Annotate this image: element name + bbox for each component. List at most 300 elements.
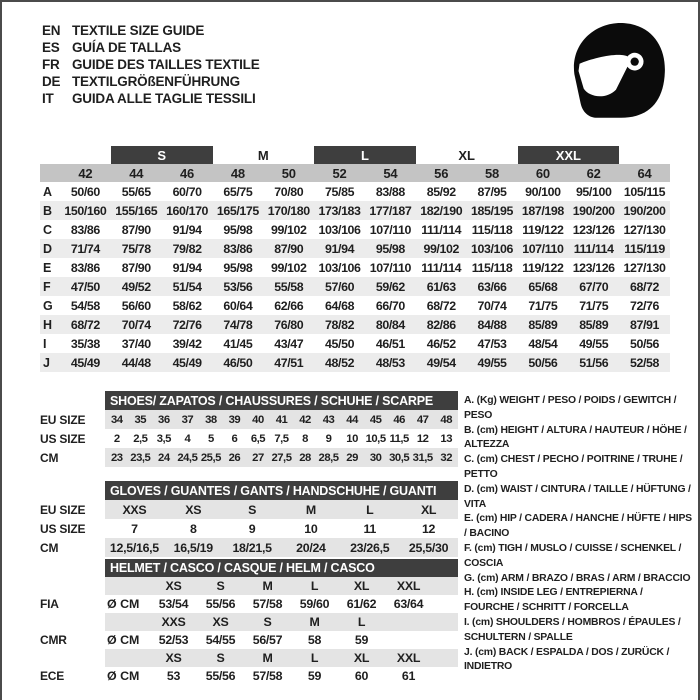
measurement-value: 99/102 [270, 222, 307, 237]
measurement-row [40, 182, 670, 201]
helmet-sizes-row [40, 649, 458, 667]
size-group-label: XL [458, 147, 475, 163]
measurement-value: 74/78 [223, 317, 253, 332]
shoe-eu-size: 44 [346, 413, 358, 426]
measurement-value: 67/70 [579, 279, 609, 294]
measurement-value: 63/66 [477, 279, 507, 294]
shoe-us-size: 10 [346, 432, 358, 445]
measurement-value: 47/51 [274, 355, 304, 370]
legend-item: D. (cm) WAIST / CINTURA / TAILLE / HÜFTUNG / VITA [464, 483, 691, 510]
helmet-size-label: XS [212, 615, 229, 629]
language-title-list [42, 22, 260, 107]
helmet-size-label: XXL [396, 579, 421, 593]
measurement-value: 83/86 [70, 260, 100, 275]
glove-us-size: 12 [421, 521, 436, 536]
measurement-cells [60, 182, 670, 201]
helmet-sizes-band [105, 577, 458, 595]
measurement-value: 43/47 [274, 336, 304, 351]
measurement-value: 47/53 [477, 336, 507, 351]
language-code: IT [42, 91, 54, 106]
measurement-value: 111/114 [573, 241, 614, 256]
gloves-us-row [40, 519, 458, 538]
size-number: 44 [129, 165, 144, 181]
shoe-eu-size: 43 [322, 413, 335, 426]
helmet-header-row [40, 559, 458, 577]
diameter-label: Ø CM [107, 597, 140, 611]
gloves-eu-row [40, 500, 458, 519]
legend-item: E. (cm) HIP / CADERA / HANCHE / HÜFTE / HIPS / BACINO [464, 513, 692, 540]
measurement-cells [60, 296, 670, 315]
measurement-value: 83/88 [375, 184, 405, 199]
measurement-value: 45/49 [70, 355, 100, 370]
measurement-value: 46/51 [375, 336, 405, 351]
shoe-cm-size: 23,5 [130, 451, 151, 464]
language-row [42, 39, 260, 56]
size-group-label [619, 146, 670, 164]
size-group-label: L [314, 146, 416, 164]
shoe-us-size: 9 [325, 432, 332, 445]
glove-cm-size: 18/21,5 [232, 540, 272, 555]
measurement-value: 75/78 [121, 241, 151, 256]
language-title: GUÍA DE TALLAS [72, 40, 181, 55]
helmet-size-value: 61 [401, 669, 416, 683]
helmet-size-value: 63/64 [393, 597, 424, 611]
helmet-size-value: 58 [307, 633, 322, 647]
glove-cm-size: 25,5/30 [408, 540, 449, 555]
helmet-size-value: 56/57 [252, 633, 283, 647]
shoe-us-size: 6 [231, 432, 238, 445]
legend-item: A. (Kg) WEIGHT / PESO / POIDS / GEWITCH / PESO [464, 395, 677, 421]
helmet-size-value: 55/56 [205, 597, 236, 611]
helmet-size-value: 53/54 [158, 597, 189, 611]
measurement-row [40, 315, 670, 334]
glove-eu-size: XL [420, 502, 437, 517]
size-number: 50 [281, 165, 296, 181]
measurement-value: 99/102 [270, 260, 307, 275]
size-group-header [60, 146, 670, 164]
measurement-value: 85/89 [579, 317, 609, 332]
shoe-cm-size: 32 [440, 451, 452, 464]
measurement-value: 87/91 [630, 317, 660, 332]
measurement-cells [60, 334, 670, 353]
measurement-value: 85/89 [528, 317, 558, 332]
measurement-row [40, 239, 670, 258]
measurement-value: 107/110 [522, 241, 564, 256]
measurement-value: 119/122 [522, 260, 564, 275]
measurement-value: 51/54 [172, 279, 202, 294]
shoe-us-size: 8 [302, 432, 308, 445]
size-number: 54 [383, 165, 398, 181]
shoe-cm-size: 27 [252, 451, 264, 464]
row-label: US SIZE [40, 521, 86, 536]
size-number: 46 [180, 165, 195, 181]
legend-item: J. (cm) BACK / ESPALDA / DOS / ZURÜCK / INDIETRO [464, 646, 670, 673]
measurement-value: 61/63 [426, 279, 456, 294]
legend-item: B. (cm) HEIGHT / ALTURA / HAUTEUR / HÖHE / ALTEZZA [464, 424, 687, 451]
gloves-table-title: GLOVES / GUANTES / GANTS / HANDSCHUHE / GUANTI [105, 481, 458, 500]
row-letter: E [43, 260, 52, 275]
glove-us-size: 7 [131, 521, 138, 536]
measurement-value: 103/106 [318, 260, 361, 275]
measurement-value: 71/75 [528, 298, 558, 313]
shoe-us-size: 2 [113, 432, 120, 445]
measurement-cells [60, 258, 670, 277]
measurement-value: 185/195 [471, 203, 514, 218]
measurement-value: 84/88 [477, 317, 507, 332]
measurement-value: 165/175 [216, 203, 259, 218]
helmet-size-label: XL [353, 651, 370, 665]
measurement-value: 55/65 [121, 184, 151, 199]
measurement-value: 55/58 [274, 279, 304, 294]
measurement-rows [40, 182, 670, 372]
glove-us-size: 10 [304, 521, 318, 536]
measurement-value: 66/70 [375, 298, 405, 313]
measurement-value: 83/86 [70, 222, 100, 237]
helmet-size-label: S [216, 651, 225, 665]
shoes-cm-row [40, 448, 458, 467]
measurement-value: 95/100 [575, 184, 612, 199]
glove-eu-size: M [305, 502, 316, 517]
row-letter: J [43, 355, 50, 370]
measurement-cells [60, 201, 670, 220]
measurement-value: 50/56 [528, 355, 558, 370]
measurement-value: 107/110 [369, 222, 412, 237]
legend-item: G. (cm) ARM / BRAZO / BRAS / ARM / BRACCIO [464, 572, 691, 584]
measurement-cells [60, 353, 670, 372]
measurement-value: 115/119 [624, 241, 665, 256]
measurement-value: 90/100 [525, 184, 561, 199]
row-letter: B [43, 203, 53, 218]
measurement-value: 76/80 [274, 317, 304, 332]
shoe-eu-size: 38 [205, 413, 217, 426]
gloves-size-table [40, 481, 458, 557]
diameter-label: Ø CM [107, 669, 140, 683]
size-number: 52 [332, 165, 347, 181]
measurement-value: 48/53 [375, 355, 405, 370]
measurement-value: 85/92 [426, 184, 456, 199]
row-letter: A [43, 184, 53, 199]
shoes-size-table [40, 391, 458, 467]
measurement-value: 123/126 [572, 260, 615, 275]
gloves-cm-cells [105, 538, 458, 557]
measurement-value: 54/58 [70, 298, 100, 313]
helmet-size-label: L [310, 651, 319, 665]
shoe-cm-size: 25,5 [200, 451, 221, 464]
shoe-cm-size: 30,5 [389, 451, 410, 464]
measurement-value: 60/70 [172, 184, 202, 199]
measurement-value: 115/118 [471, 260, 513, 275]
helmet-size-value: 54/55 [205, 633, 236, 647]
shoe-cm-size: 28 [299, 451, 311, 464]
measurement-value: 65/75 [223, 184, 253, 199]
language-title: GUIDE DES TAILLES TEXTILE [72, 57, 260, 72]
measurement-value: 127/130 [623, 222, 666, 237]
helmet-standard-group [40, 577, 458, 613]
language-title: TEXTILGRÖßENFÜHRUNG [72, 74, 240, 89]
helmet-size-label: XS [165, 579, 182, 593]
helmet-value-cells [150, 667, 432, 685]
helmet-size-label: L [357, 615, 366, 629]
shoe-eu-size: 41 [275, 413, 288, 426]
shoe-eu-size: 47 [416, 413, 429, 426]
measurement-value: 45/49 [172, 355, 202, 370]
measurement-value: 170/180 [267, 203, 310, 218]
measurement-value: 103/106 [471, 241, 514, 256]
helmet-size-value: 60 [354, 669, 369, 683]
helmet-size-value: 57/58 [252, 669, 283, 683]
helmet-size-label: S [263, 615, 272, 629]
helmet-size-value: 59/60 [299, 597, 330, 611]
helmet-size-label: M [262, 651, 273, 665]
shoe-eu-size: 35 [134, 413, 147, 426]
glove-eu-size: XXS [122, 502, 147, 517]
measurement-cells [60, 277, 670, 296]
measurement-value: 182/190 [420, 203, 463, 218]
helmet-size-value: 59 [354, 633, 369, 647]
row-label: EU SIZE [40, 502, 86, 517]
measurement-row [40, 277, 670, 296]
glove-cm-size: 23/26,5 [350, 540, 390, 555]
helmet-standard-group [40, 613, 458, 649]
helmet-value-cells [150, 631, 432, 649]
row-label: US SIZE [40, 431, 86, 446]
measurement-value: 103/106 [318, 222, 361, 237]
measurement-value: 99/102 [423, 241, 459, 256]
row-label: CM [40, 450, 59, 465]
shoe-cm-size: 23 [110, 451, 123, 464]
measurement-value: 56/60 [121, 298, 151, 313]
measurement-value: 45/50 [325, 336, 355, 351]
size-number: 60 [535, 165, 550, 181]
shoe-cm-size: 30 [369, 451, 382, 464]
measurement-value: 95/98 [375, 241, 405, 256]
language-code: FR [42, 57, 60, 72]
size-group-label [60, 146, 111, 164]
size-letter-header-row [40, 146, 670, 164]
helmet-size-value: 55/56 [205, 669, 236, 683]
glove-cm-size: 16,5/19 [173, 540, 213, 555]
language-row [42, 22, 260, 39]
size-group-label: S [111, 146, 213, 164]
helmet-size-table [40, 559, 458, 685]
glove-eu-size: XS [185, 502, 202, 517]
row-letter: G [43, 298, 53, 313]
measurement-value: 71/74 [70, 241, 100, 256]
shoe-cm-size: 24,5 [177, 451, 198, 464]
glove-us-size: 9 [248, 521, 256, 536]
shoe-eu-size: 40 [252, 413, 264, 426]
measurement-value: 71/75 [579, 298, 609, 313]
measurement-value: 187/198 [521, 203, 564, 218]
shoe-us-size: 7,5 [274, 432, 289, 445]
helmet-size-label: S [216, 579, 225, 593]
measurement-value: 111/114 [421, 260, 462, 275]
measurement-value: 68/72 [630, 279, 660, 294]
helmet-size-cells [150, 613, 432, 631]
measurement-value: 58/62 [172, 298, 202, 313]
size-group-label: M [257, 147, 269, 163]
row-letter: C [43, 222, 53, 237]
measurement-value: 39/42 [172, 336, 202, 351]
measurement-value: 87/90 [121, 222, 151, 237]
measurement-value: 44/48 [121, 355, 151, 370]
size-group-label: XXL [518, 146, 620, 164]
helmet-size-label: L [310, 579, 319, 593]
legend-item: C. (cm) CHEST / PECHO / POITRINE / TRUHE / PETTO [464, 454, 683, 480]
measurement-value: 91/94 [172, 260, 202, 275]
shoes-cm-cells [105, 448, 458, 467]
measurement-value: 72/76 [172, 317, 202, 332]
measurement-value: 48/54 [528, 336, 558, 351]
row-letter: D [43, 241, 53, 256]
shoe-cm-size: 27,5 [271, 451, 292, 464]
measurement-value: 87/95 [477, 184, 507, 199]
helmet-sizes-band [105, 649, 458, 667]
measurement-value: 49/55 [579, 336, 609, 351]
measurement-cells [60, 220, 670, 239]
shoe-us-size: 12 [416, 432, 429, 445]
racing-helmet-icon [565, 18, 669, 124]
glove-eu-size: S [248, 502, 257, 517]
measurement-value: 150/160 [64, 203, 107, 218]
legend-item: I. (cm) SHOULDERS / HOMBROS / ÉPAULES / SCHULTERN / SPALLE [464, 616, 681, 643]
shoe-us-size: 10,5 [365, 432, 386, 445]
measurement-value: 70/74 [121, 317, 151, 332]
measurement-value: 49/52 [121, 279, 151, 294]
glove-us-size: 11 [363, 521, 376, 536]
measurement-value: 75/85 [325, 184, 355, 199]
helmet-values-band [105, 595, 458, 613]
shoe-eu-size: 48 [440, 413, 452, 426]
helmet-values-band [105, 631, 458, 649]
measurement-row [40, 258, 670, 277]
shoes-us-cells [105, 429, 458, 448]
row-letter: F [43, 279, 51, 294]
measurement-value: 177/187 [369, 203, 412, 218]
shoe-us-size: 2,5 [133, 432, 148, 445]
measurement-value: 107/110 [369, 260, 412, 275]
measurement-value: 115/118 [471, 222, 513, 237]
shoes-eu-cells [105, 410, 458, 429]
helmet-size-label: M [262, 579, 273, 593]
measurement-value: 155/165 [115, 203, 158, 218]
measurement-value: 127/130 [623, 260, 666, 275]
measurement-value: 47/50 [70, 279, 100, 294]
helmet-size-value: 61/62 [346, 597, 377, 611]
measurement-value: 119/122 [522, 222, 564, 237]
size-number-cells [60, 164, 670, 182]
helmet-sizes-row [40, 613, 458, 631]
measurement-value: 64/68 [325, 298, 355, 313]
shoe-us-size: 13 [440, 432, 452, 445]
shoe-eu-size: 46 [393, 413, 405, 426]
helmet-size-cells [150, 649, 432, 667]
shoe-us-size: 4 [184, 432, 191, 445]
helmet-values-row [40, 631, 458, 649]
measurement-value: 72/76 [630, 298, 660, 313]
shoe-us-size: 11,5 [389, 432, 409, 445]
shoes-table-title: SHOES/ ZAPATOS / CHAUSSURES / SCHUHE / SCARPE [105, 391, 458, 410]
measurement-value: 62/66 [274, 298, 304, 313]
measurement-row [40, 334, 670, 353]
measurement-value: 52/58 [630, 355, 660, 370]
legend-item: H. (cm) INSIDE LEG / ENTREPIERNA / FOURCHE / SCHRITT / FORCELLA [464, 587, 643, 614]
shoe-us-size: 5 [207, 432, 214, 445]
measurement-value: 190/200 [572, 203, 615, 218]
helmet-size-value: 53 [166, 669, 181, 683]
helmet-value-cells [150, 595, 432, 613]
measurement-value: 173/183 [318, 203, 361, 218]
measurement-legend [464, 394, 695, 675]
measurement-value: 51/56 [579, 355, 609, 370]
shoe-eu-size: 39 [228, 413, 241, 426]
measurement-value: 57/60 [325, 279, 355, 294]
shoes-us-row [40, 429, 458, 448]
measurement-cells [60, 239, 670, 258]
language-code: ES [42, 40, 60, 55]
measurement-value: 68/72 [70, 317, 100, 332]
helmet-values-row [40, 595, 458, 613]
helmet-size-cells [150, 577, 432, 595]
helmet-size-label: XL [353, 579, 370, 593]
measurement-value: 91/94 [172, 222, 202, 237]
language-code: EN [42, 23, 61, 38]
standard-name: CMR [40, 633, 67, 647]
size-number: 64 [637, 165, 652, 181]
measurement-value: 80/84 [375, 317, 405, 332]
size-number: 58 [485, 165, 500, 181]
legend-item: F. (cm) TIGH / MUSLO / CUISSE / SCHENKEL / COSCIA [464, 542, 682, 569]
measurement-value: 37/40 [121, 336, 151, 351]
size-number: 62 [586, 165, 601, 181]
helmet-standards [40, 577, 458, 685]
shoe-eu-size: 42 [299, 413, 311, 426]
size-number: 42 [78, 165, 93, 181]
measurement-value: 123/126 [572, 222, 615, 237]
gloves-us-cells [105, 519, 458, 538]
measurement-value: 60/64 [223, 298, 253, 313]
measurement-value: 82/86 [426, 317, 456, 332]
language-code: DE [42, 74, 61, 89]
measurement-value: 49/54 [426, 355, 456, 370]
measurement-row [40, 201, 670, 220]
helmet-values-row [40, 667, 458, 685]
helmet-sizes-row [40, 577, 458, 595]
measurement-row [40, 296, 670, 315]
measurement-value: 111/114 [421, 222, 462, 237]
shoe-cm-size: 29 [346, 451, 358, 464]
helmet-values-band [105, 667, 458, 685]
measurement-value: 46/50 [223, 355, 253, 370]
row-letter: I [43, 336, 47, 351]
measurement-value: 49/55 [477, 355, 507, 370]
measurement-value: 48/52 [325, 355, 355, 370]
row-label: CM [40, 540, 59, 555]
measurement-value: 78/82 [325, 317, 355, 332]
measurement-value: 190/200 [623, 203, 666, 218]
shoe-cm-size: 26 [228, 451, 241, 464]
measurement-value: 95/98 [223, 260, 253, 275]
glove-us-size: 8 [189, 521, 197, 536]
shoe-cm-size: 28,5 [318, 451, 339, 464]
helmet-sizes-band [105, 613, 458, 631]
glove-eu-size: L [366, 502, 374, 517]
measurement-value: 105/115 [623, 184, 666, 199]
measurement-value: 83/86 [223, 241, 253, 256]
measurement-value: 79/82 [172, 241, 202, 256]
helmet-size-label: XXS [161, 615, 186, 629]
measurement-value: 87/90 [121, 260, 151, 275]
